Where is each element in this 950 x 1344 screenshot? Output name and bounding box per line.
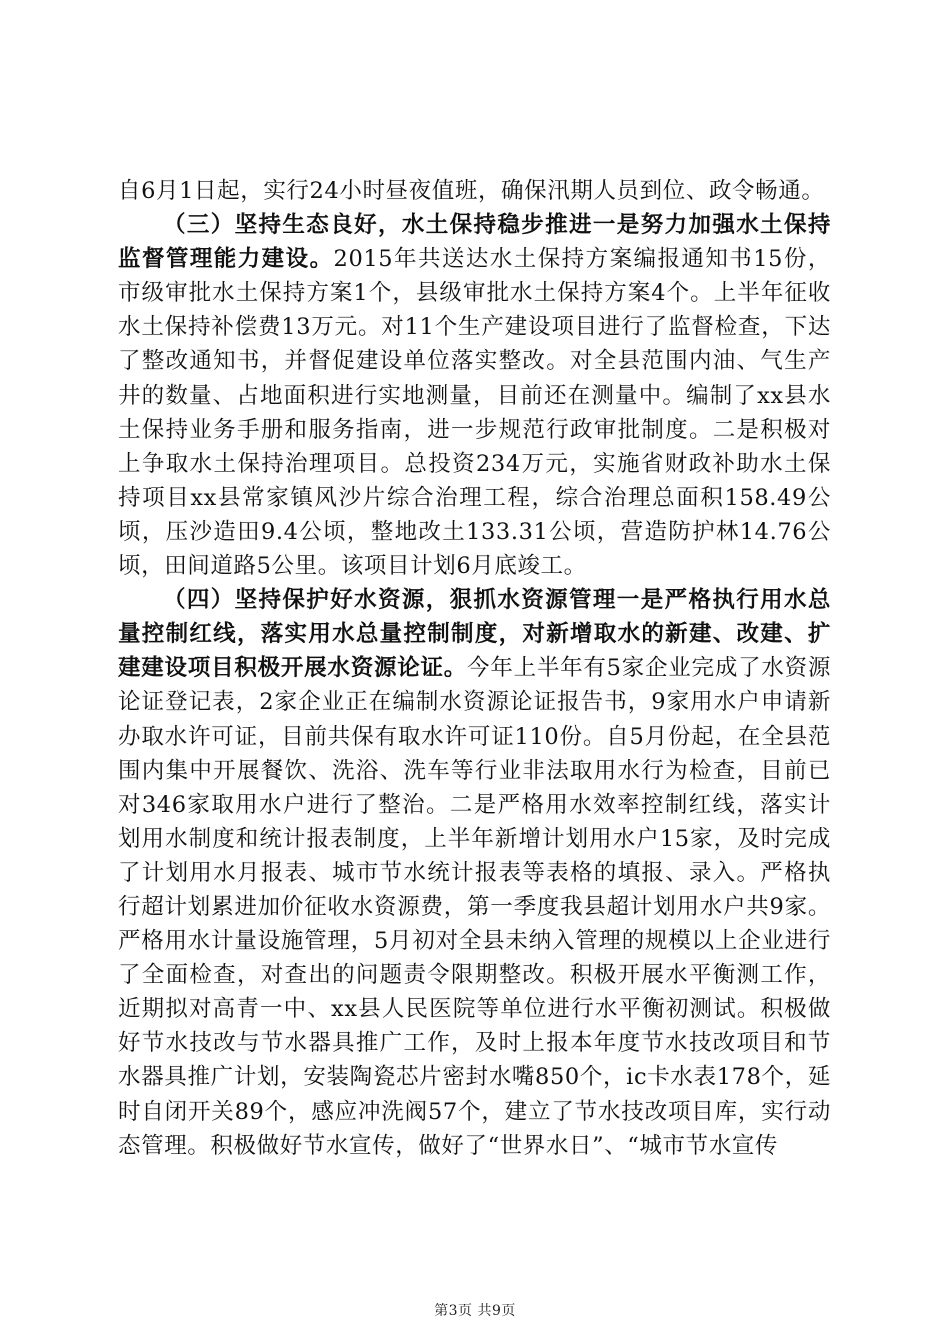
paragraph-soil-conservation [118,208,831,583]
section-heading-four: （四）坚持保护好水资源，狠抓水资源管理一是严格执行用水总量控制红线，落实用水总量控制制度，对新增取水的新建、改建、扩建建设项目积极开展水资源论证。 [118,587,831,682]
body-text [118,174,831,1163]
paragraph-water-resources [118,583,831,1163]
page-number-footer: 第3页 共9页 [434,1303,516,1319]
paragraph-text: 2015年共送达水土保持方案编报通知书15份，市级审批水土保持方案1个，县级审批水土保持方案4个。上半年征收水土保持补偿费13万元。对11个生产建设项目进行了监督检查，下达了整改通知书，并督促建设单位落实整改。对全县范围内油、气生产井的数量、占地面积进行实地测量，目前还在测量中。编制了xx县水土保持业务手册和服务指南，进一步规范行政审批制度。二是积极对上争取水土保持治理项目。总投资234万元，实施省财政补助水土保持项目xx县常家镇风沙片综合治理工程，综合治理总面积158.49公顷，压沙造田9.4公顷，整地改土133.31公顷，营造防护林14.76公顷，田间道路5公里。该项目计划6月底竣工。 [118,246,831,580]
paragraph-text: 自6月1日起，实行24小时昼夜值班，确保汛期人员到位、政令畅通。 [118,178,825,204]
paragraph-text: 今年上半年有5家企业完成了水资源论证登记表，2家企业正在编制水资源论证报告书，9家用水户申请新办取水许可证，目前共保有取水许可证110份。自5月份起，在全县范围内集中开展餐饮、洗浴、洗车等行业非法取用水行为检查，目前已对346家取用水户进行了整治。二是严格用水效率控制红线，落实计划用水制度和统计报表制度，上半年新增计划用水户15家，及时完成了计划用水月报表、城市节水统计报表等表格的填报、录入。严格执行超计划累进加价征收水资源费，第一季度我县超计划用水户共9家。严格用水计量设施管理，5月初对全县未纳入管理的规模以上企业进行了全面检查，对查出的问题责令限期整改。积极开展水平衡测工作，近期拟对高青一中、xx县人民医院等单位进行水平衡初测试。积极做好节水技改与节水器具推广工作，及时上报本年度节水技改项目和节水器具推广计划，安装陶瓷芯片密封水嘴850个，ic卡水表178个，延时自闭开关89个，感应冲洗阀57个，建立了节水技改项目库，实行动态管理。积极做好节水宣传，做好了“世界水日”、“城市节水宣传 [118,655,831,1159]
section-heading-three: （三）坚持生态良好，水土保持稳步推进一是努力加强水土保持监督管理能力建设。 [118,212,831,273]
paragraph-continuation [118,174,831,208]
